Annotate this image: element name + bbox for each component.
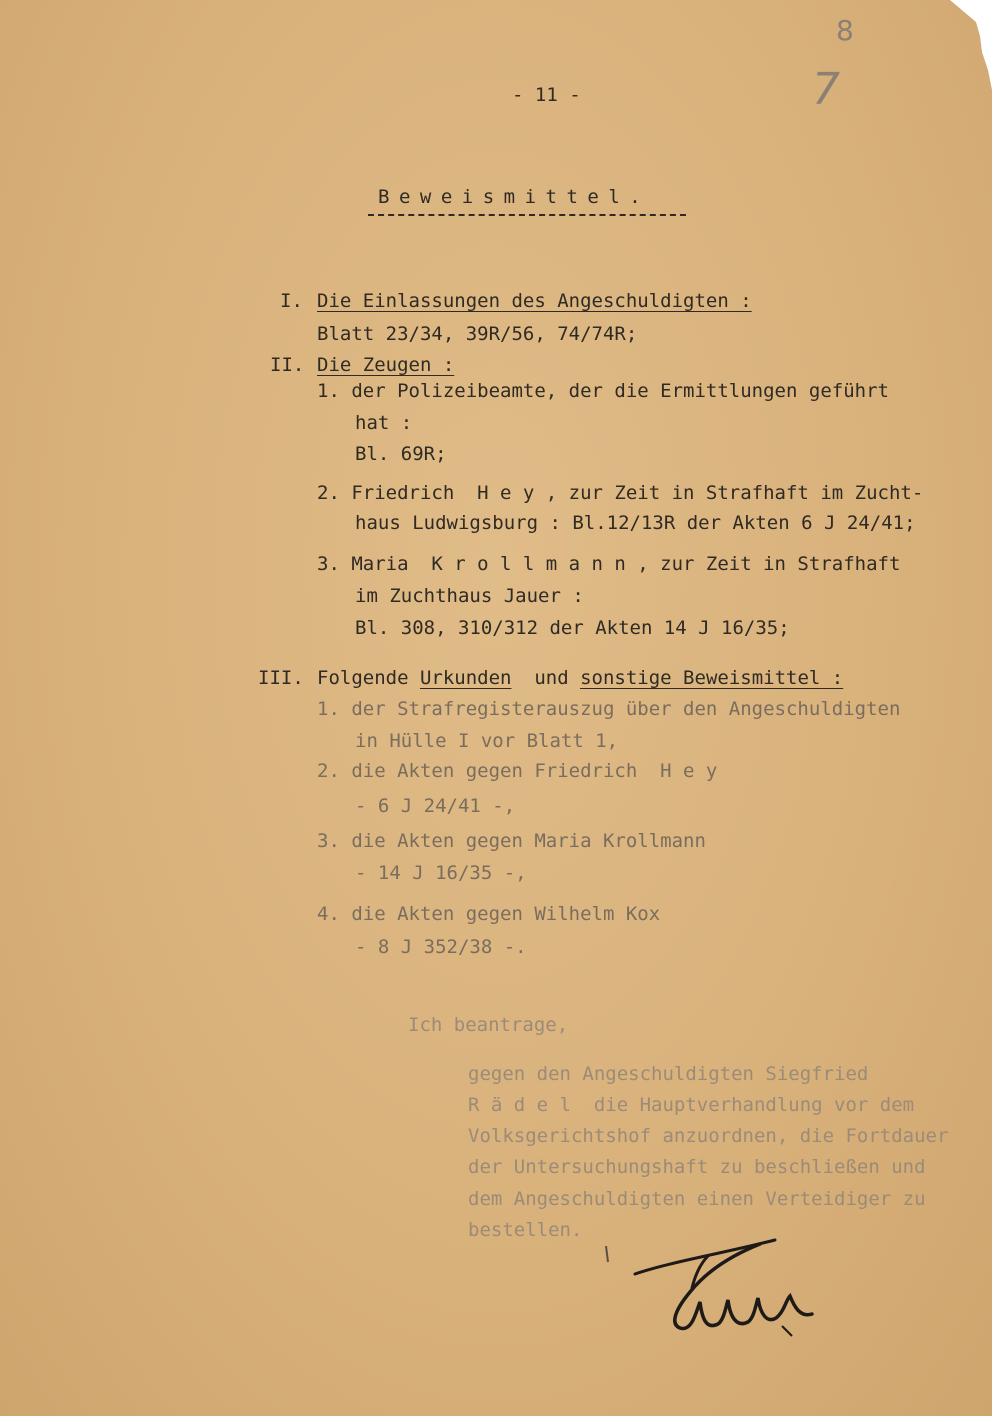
closing-line-2: gegen den Angeschuldigten Siegfried	[468, 1063, 869, 1085]
section-2-number: II.	[270, 354, 305, 376]
section-1-reference: Blatt 23/34, 39R/56, 74/74R;	[317, 323, 638, 345]
document-4-line-2: - 8 J 352/38 -.	[355, 936, 527, 958]
page-number: - 11 -	[512, 84, 581, 106]
title-underline	[368, 214, 686, 216]
document-2-line-1: 2. die Akten gegen Friedrich H e y	[317, 760, 718, 782]
closing-line-6: dem Angeschuldigten einen Verteidiger zu	[468, 1188, 926, 1210]
document-3-line-1: 3. die Akten gegen Maria Krollmann	[317, 830, 706, 852]
section-3-heading	[317, 667, 843, 689]
section-1-heading: Die Einlassungen des Angeschuldigten :	[317, 290, 752, 312]
document-1-line-2: in Hülle I vor Blatt 1,	[355, 730, 619, 752]
witness-1-line-3: Bl. 69R;	[355, 443, 447, 465]
witness-1-line-2: hat :	[355, 412, 413, 434]
archive-mark-handwritten: 7	[812, 64, 840, 115]
section-3-heading-beweismittel: sonstige Beweismittel :	[580, 667, 844, 689]
section-3-heading-urkunden: Urkunden	[419, 667, 512, 689]
witness-3-line-3: Bl. 308, 310/312 der Akten 14 J 16/35;	[355, 617, 790, 639]
archive-mark-top: 8	[836, 14, 854, 47]
closing-line-3: R ä d e l die Hauptverhandlung vor dem	[468, 1094, 915, 1116]
closing-line-7: bestellen.	[468, 1219, 583, 1241]
section-1-number: I.	[280, 290, 303, 312]
torn-corner	[892, 0, 992, 90]
document-2-line-2: - 6 J 24/41 -,	[355, 795, 516, 817]
document-1-line-1: 1. der Strafregisterauszug über den Angeschuldigten	[317, 698, 901, 720]
handwritten-signature	[600, 1232, 840, 1342]
section-3-heading-part-1: Folgende	[317, 667, 420, 689]
witness-2-line-1: 2. Friedrich H e y , zur Zeit in Strafhaft im Zucht-	[317, 482, 924, 504]
witness-3-line-2: im Zuchthaus Jauer :	[355, 585, 584, 607]
section-3-heading-part-2: und	[511, 667, 581, 689]
closing-line-1: Ich beantrage,	[408, 1014, 569, 1036]
closing-line-4: Volksgerichtshof anzuordnen, die Fortdauer	[468, 1125, 949, 1147]
witness-2-line-2: haus Ludwigsburg : Bl.12/13R der Akten 6 J 24/41;	[355, 512, 916, 534]
document-3-line-2: - 14 J 16/35 -,	[355, 862, 527, 884]
closing-line-5: der Untersuchungshaft zu beschließen und	[468, 1156, 926, 1178]
witness-3-line-1: 3. Maria K r o l l m a n n , zur Zeit in Strafhaft	[317, 553, 901, 575]
section-3-number: III.	[258, 667, 304, 689]
document-title: Beweismittel.	[378, 186, 651, 208]
section-2-heading: Die Zeugen :	[317, 354, 455, 376]
document-4-line-1: 4. die Akten gegen Wilhelm Kox	[317, 903, 661, 925]
witness-1-line-1: 1. der Polizeibeamte, der die Ermittlungen geführt	[317, 380, 889, 402]
